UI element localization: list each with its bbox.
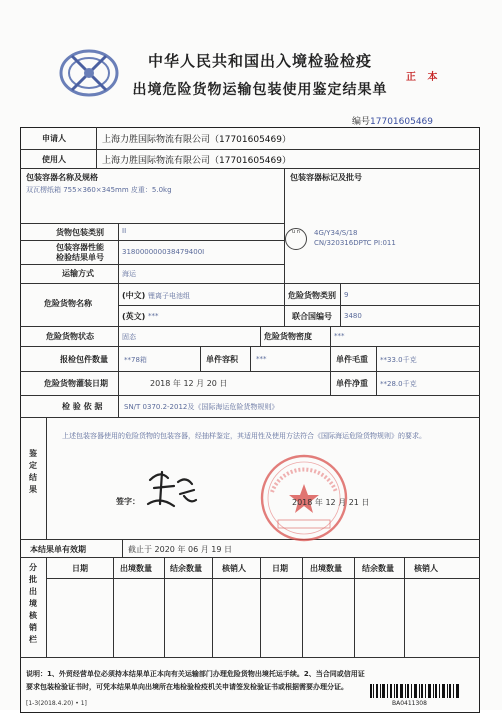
signature-image bbox=[140, 460, 200, 510]
conclusion-text: 上述包装容器使用的危险货物的包装容器，经抽样鉴定，其适用性及使用方法符合《国际海运危险货物规则》的要求。 bbox=[62, 432, 426, 440]
container-mark-value-2: CN/320316DPTC PI:011 bbox=[314, 239, 396, 247]
batch-vertical-label: 分批出境核销栏 bbox=[29, 563, 37, 644]
un-number-value: 3480 bbox=[344, 312, 362, 320]
package-qty-label: 报检包件数量 bbox=[60, 355, 108, 364]
validity-value: 截止于 2020 年 06 月 19 日 bbox=[128, 545, 232, 554]
dg-class-value: 9 bbox=[344, 291, 349, 299]
batch-header-date-2: 日期 bbox=[272, 564, 288, 573]
sign-label: 签字： bbox=[116, 497, 140, 506]
transport-value: 海运 bbox=[122, 270, 136, 278]
fill-date-label: 危险货物灌装日期 bbox=[44, 379, 108, 388]
applicant-value: 上海力胜国际物流有限公司（17701605469） bbox=[102, 135, 291, 145]
user-value: 上海力胜国际物流有限公司（17701605469） bbox=[102, 156, 291, 166]
goods-cn-value: 锂离子电池组 bbox=[148, 292, 190, 300]
unit-volume-label: 单件容积 bbox=[206, 355, 238, 364]
goods-en-label: (英文) bbox=[122, 312, 146, 321]
serial-label: 编号 bbox=[352, 117, 371, 127]
unit-gross-label: 单件毛重 bbox=[336, 355, 368, 364]
batch-header-officer-1: 核销人 bbox=[222, 564, 246, 573]
unit-gross-value: **33.0千克 bbox=[380, 356, 417, 364]
transport-label: 运输方式 bbox=[62, 269, 94, 278]
batch-header-out-qty-1: 出境数量 bbox=[120, 564, 152, 573]
goods-en-value: *** bbox=[148, 312, 159, 320]
batch-header-balance-1: 结余数量 bbox=[170, 564, 202, 573]
serial-number bbox=[352, 114, 433, 127]
batch-header-date-1: 日期 bbox=[72, 564, 88, 573]
barcode-image bbox=[370, 684, 460, 698]
note-line-1: 说明：1、外贸经营单位必须持本结果单正本向有关运输部门办理危险货物出境托运手续。2、当合同或信用证 bbox=[26, 670, 365, 678]
density-value: *** bbox=[334, 332, 345, 340]
batch-header-officer-2: 核销人 bbox=[414, 564, 438, 573]
batch-header-balance-2: 结余数量 bbox=[362, 564, 394, 573]
goods-cn-label: (中文) bbox=[122, 291, 146, 300]
form-table bbox=[20, 127, 480, 713]
batch-header-out-qty-2: 出境数量 bbox=[310, 564, 342, 573]
unit-volume-value: *** bbox=[256, 355, 267, 363]
basis-value: SN/T 0370.2-2012及《国际海运危险货物规则》 bbox=[124, 403, 279, 411]
perf-label-2: 检验结果单号 bbox=[56, 253, 104, 262]
ciq-emblem-icon bbox=[56, 46, 122, 100]
note-line-2: 要求包装检验证书时，可凭本结果单向出境所在地检验检疫机关申请签发检验证书或根据需要办理分证。 bbox=[26, 683, 348, 691]
basis-label: 检 验 依 据 bbox=[62, 402, 103, 411]
state-value: 固态 bbox=[122, 333, 136, 341]
form-code: [1-3(2018.4.20) • 1] bbox=[26, 700, 87, 707]
perf-value: 318000000038479400I bbox=[122, 248, 205, 256]
un-number-label: 联合国编号 bbox=[292, 312, 332, 321]
fill-date-value: 2018 年 12 月 20 日 bbox=[150, 379, 228, 388]
sign-date: 2018 年 12 月 21 日 bbox=[292, 498, 370, 507]
pkg-class-value: II bbox=[122, 227, 127, 235]
original-copy-mark: 正 本 bbox=[406, 72, 442, 83]
container-mark-value-1: 4G/Y34/S/18 bbox=[314, 229, 358, 237]
document-title: 中华人民共和国出入境检验检疫 bbox=[147, 52, 372, 70]
container-name-label: 包装容器名称及规格 bbox=[26, 173, 98, 182]
container-name-value: 双瓦楞纸箱 755×360×345mm 皮重：5.0kg bbox=[26, 186, 172, 194]
dg-class-label: 危险货物类别 bbox=[288, 291, 336, 300]
barcode-number: BA0411308 bbox=[392, 700, 427, 707]
pkg-class-label: 货物包装类别 bbox=[56, 228, 104, 237]
user-label: 使用人 bbox=[42, 155, 66, 164]
goods-name-label: 危险货物名称 bbox=[44, 299, 92, 308]
document-subtitle: 出境危险货物运输包装使用鉴定结果单 bbox=[132, 82, 388, 98]
serial-value: 17701605469 bbox=[370, 117, 434, 127]
unit-net-label: 单件净重 bbox=[336, 379, 368, 388]
applicant-label: 申请人 bbox=[42, 134, 66, 143]
validity-label: 本结果单有效期 bbox=[30, 545, 86, 554]
unit-net-value: **28.0千克 bbox=[380, 380, 417, 388]
state-label: 危险货物状态 bbox=[46, 332, 94, 341]
density-label: 危险货物密度 bbox=[264, 332, 312, 341]
container-mark-label: 包装容器标记及批号 bbox=[290, 173, 362, 182]
conclusion-vertical-label: 鉴定结果 bbox=[29, 449, 37, 494]
un-packaging-symbol-icon: u n bbox=[285, 228, 307, 250]
package-qty-value: **78箱 bbox=[124, 356, 147, 364]
perf-label-1: 包装容器性能 bbox=[56, 243, 104, 252]
